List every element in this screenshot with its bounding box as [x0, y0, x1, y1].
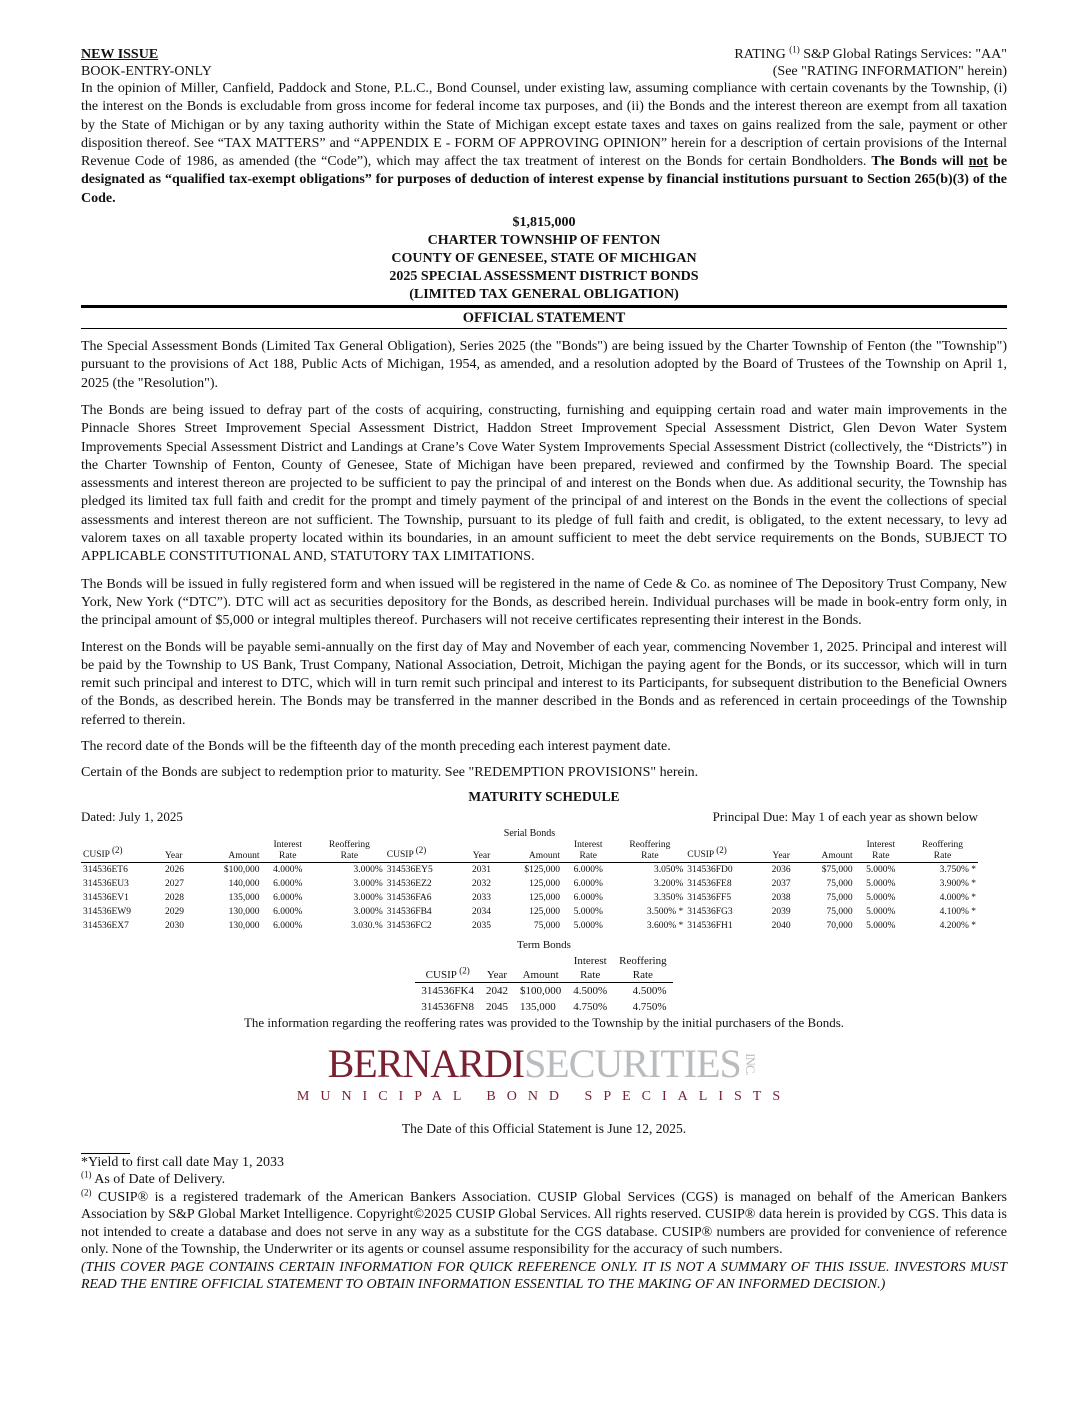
reoffer-cell: 3.030.%	[351, 920, 383, 931]
col-interest-rate: Interest Rate	[567, 954, 613, 983]
reoffer-cell: 3.900% *	[939, 878, 976, 889]
year-cell: 2031	[472, 864, 492, 875]
reoffer-cell: 3.000%	[353, 892, 383, 903]
logo-word-securities: SECURITIES	[524, 1040, 741, 1086]
col-interest-rate: Interest Rate	[855, 840, 907, 863]
cusip-cell: 314536EY5	[386, 864, 433, 875]
col-reoffering-rate: Reoffering Rate	[314, 840, 385, 863]
year-cell: 2033	[472, 892, 492, 903]
cusip-cell: 314536FE8	[687, 878, 732, 889]
col-year: Year	[463, 840, 499, 863]
qualified-note-not: not	[968, 154, 989, 170]
interest-cell: 5.000%	[866, 878, 896, 889]
amount-cell: 125,000	[529, 906, 561, 917]
book-entry-label: BOOK-ENTRY-ONLY	[81, 64, 212, 79]
cusip-cell: 314536FG3	[687, 906, 733, 917]
col-cusip: CUSIP $^{(2)}$	[81, 840, 163, 863]
reoffer-cell: 3.200%	[653, 878, 684, 889]
col-interest-rate: Interest Rate	[262, 840, 314, 863]
reoffer-cell: 3.350%	[653, 892, 684, 903]
qualified-note-a: The Bonds will	[871, 154, 964, 170]
paragraph-interest: Interest on the Bonds will be payable semi-annually on the first day of May and November of each year, commencing November 1, 2025. Principal and interest will be paid by the Township to US Bank, Trust Company, National Association, Detroit, Michigan the paying agent for the Bonds, or its successor, which will in turn remit such principal and interest to DTC, which will in turn remit such principal and interest to its Participants, for subsequent distribution to the Beneficial Owners of the Bonds, as described herein. The Bonds may be transferred in the manner described in the Bonds and as referenced in certain proceedings of the Township referred to therein.	[81, 639, 1007, 728]
rating-footnote-mark: (1)	[789, 44, 800, 55]
cover-header	[81, 46, 1007, 80]
table-row	[415, 982, 672, 999]
col-amount: Amount	[199, 840, 261, 863]
rating-reference: (See "RATING INFORMATION" herein)	[772, 64, 1007, 79]
amount-cell: 135,000	[228, 892, 260, 903]
term-bonds-table	[415, 954, 672, 1015]
col-interest-rate: Interest Rate	[562, 840, 614, 863]
cusip-cell: 314536FF5	[687, 892, 732, 903]
serial-header-row	[81, 840, 978, 863]
col-amount: Amount	[799, 840, 854, 863]
footnote-two: $^{(2)}$ CUSIP® is a registered trademark of the American Bankers Association. CUSIP Global Services (CGS) is managed on behalf of the American Bankers Association by S&P Global Market Intelligence. Copyright©2025 CUSIP Global Services. All rights reserved. CUSIP® data herein is provided by CGS. This data is not intended to create a database and does not serve in any way as a substitute for the CGS database. CUSIP® numbers are provided for convenience of reference only. None of the Township, the Underwriter or its agents or counsel assume responsibility for the accuracy of such numbers.	[81, 1186, 1008, 1258]
year-cell: 2028	[164, 892, 184, 903]
serial-bonds-table	[81, 840, 978, 933]
reoffer-cell: 4.100% *	[939, 906, 976, 917]
interest-cell: 5.000%	[573, 906, 603, 917]
interest-cell: 6.000%	[573, 892, 603, 903]
year-cell: 2036	[771, 864, 791, 875]
col-amount: Amount	[514, 954, 567, 983]
bond-counsel-opinion	[81, 80, 1007, 208]
amount-cell: $100,000	[223, 864, 260, 875]
issuer-county: COUNTY OF GENESEE, STATE OF MICHIGAN	[391, 251, 697, 267]
amount-cell: 125,000	[529, 878, 561, 889]
term-bonds-label: Term Bonds	[517, 938, 571, 951]
amount-cell: 135,000	[519, 1000, 556, 1013]
year-cell: 2038	[771, 892, 791, 903]
logo-wordmark	[81, 1040, 1007, 1086]
col-reoffering-rate: Reoffering Rate	[613, 954, 672, 983]
reoffering-note: The information regarding the reoffering rates was provided to the Township by the initial purchasers of the Bonds.	[243, 1014, 845, 1030]
interest-cell: 4.000%	[273, 864, 303, 875]
year-cell: 2035	[472, 920, 492, 931]
reoffer-cell: 3.000%	[353, 906, 383, 917]
interest-cell: 6.000%	[273, 906, 303, 917]
interest-cell: 6.000%	[273, 920, 303, 931]
amount-cell: 75,000	[826, 892, 853, 903]
year-cell: 2029	[164, 906, 184, 917]
paragraph-issuance: The Special Assessment Bonds (Limited Tax General Obligation), Series 2025 (the "Bonds") are being issued by the Charter Township of Fenton (the "Township") pursuant to the provisions of Act 188, Public Acts of Michigan, 1954, as amended, and a resolution adopted by the Board of Trustees of the Township on April 1, 2025 (the "Resolution").	[81, 339, 1007, 391]
interest-cell: 6.000%	[573, 864, 603, 875]
qualified-note-b: be designated as “qualified tax-exempt obligations” for purposes of deduction of interest expense by financial institutions pursuant to Section 265(b)(3) of the Code.	[81, 154, 1008, 206]
cusip-cell: 314536EU3	[83, 878, 129, 889]
cusip-cell: 314536FB4	[386, 906, 432, 917]
year-cell: 2026	[164, 864, 184, 875]
interest-cell: 6.000%	[573, 878, 603, 889]
issuer-name: CHARTER TOWNSHIP OF FENTON	[427, 233, 661, 249]
reoffer-cell: 3.600% *	[646, 920, 684, 931]
reoffer-cell: 4.500%	[632, 984, 667, 997]
dated-date: Dated: July 1, 2025	[81, 808, 183, 824]
amount-cell: $100,000	[519, 984, 562, 997]
interest-cell: 6.000%	[273, 892, 303, 903]
year-cell: 2039	[771, 906, 791, 917]
cusip-cell: 314536EZ2	[386, 878, 432, 889]
year-cell: 2034	[472, 906, 492, 917]
new-issue-label: NEW ISSUE	[81, 47, 159, 62]
paragraph-purpose: The Bonds are being issued to defray part of the costs of acquiring, constructing, furnishing and equipping certain road and water main improvements in the Pinnacle Shores Street Improvement Special Assessment District, Haddon Street Improvement Special Assessment District, Glen Devon Water System Improvements Special Assessment District and Landings at Crane’s Cove Water System Improvements Special Assessment District (collectively, the “Districts”) in the Charter Township of Fenton, County of Genesee, State of Michigan have been prepared, reviewed and confirmed by the Township Board. The special assessments and interest thereon are projected to be sufficient to pay the principal of and interest on the Bonds when due. As additional security, the Township has pledged its limited tax full faith and credit for the prompt and timely payment of the principal of and interest on the Bonds in the event the collections of special assessments and interest thereon are not sufficient. The Township, pursuant to its pledge of full faith and credit, is obligated, to the extent necessary, to levy ad valorem taxes on all taxable property located within its boundaries, in an amount sufficient to meet the debt service requirements on the Bonds, SUBJECT TO APPLICABLE CONSTITUTIONAL AND, STATUTORY TAX LIMITATIONS.	[81, 402, 1007, 565]
col-reoffering-rate: Reoffering Rate	[614, 840, 685, 863]
col-cusip: CUSIP $^{(2)}$	[385, 840, 464, 863]
col-year: Year	[480, 954, 514, 983]
official-statement-heading: OFFICIAL STATEMENT	[81, 308, 1007, 329]
term-header-row	[415, 954, 672, 983]
cusip-cell: 314536EX7	[83, 920, 129, 931]
col-reoffering-rate: Reoffering Rate	[907, 840, 978, 863]
cusip-cell: 314536FA6	[386, 892, 432, 903]
amount-cell: 75,000	[826, 878, 853, 889]
table-row	[81, 919, 978, 933]
year-cell: 2040	[771, 920, 791, 931]
reoffer-cell: 4.000% *	[939, 892, 976, 903]
logo-word-bernardi: BERNARDI	[327, 1040, 525, 1086]
cusip-cell: 314536ET6	[83, 864, 128, 875]
bond-type: (LIMITED TAX GENERAL OBLIGATION)	[409, 287, 679, 303]
rating-text: S&P Global Ratings Services: "AA"	[803, 47, 1007, 62]
table-row	[81, 891, 978, 905]
interest-cell: 6.000%	[273, 878, 303, 889]
paragraph-registration: The Bonds will be issued in fully registered form and when issued will be registered in the name of Cede & Co. as nominee of The Depository Trust Company, New York, New York (“DTC”). DTC will act as securities depository for the Bonds, as described herein. Individual purchases will be made in book-entry form only, in the principal amount of $5,000 or integral multiples thereof. Purchasers will not receive certificates representing their interest in the Bonds.	[81, 576, 1007, 629]
reoffer-cell: 3.750% *	[939, 864, 976, 875]
reoffer-cell: 4.200% *	[939, 920, 976, 931]
cusip-cell: 314536EW9	[83, 906, 132, 917]
principal-due: Principal Due: May 1 of each year as shown below	[712, 808, 978, 824]
reoffer-cell: 3.000%	[353, 878, 383, 889]
interest-cell: 5.000%	[866, 864, 896, 875]
reoffer-cell: 3.000%	[353, 864, 383, 875]
year-cell: 2030	[164, 920, 184, 931]
amount-cell: 130,000	[228, 920, 260, 931]
maturity-dates	[81, 809, 978, 825]
year-cell: 2027	[164, 878, 184, 889]
reoffer-cell: 3.500% *	[646, 906, 684, 917]
rating-line	[734, 46, 1007, 63]
statement-date: The Date of this Official Statement is June 12, 2025.	[401, 1120, 687, 1136]
amount-cell: 125,000	[529, 892, 561, 903]
interest-cell: 4.500%	[573, 984, 608, 997]
col-year: Year	[163, 840, 199, 863]
col-year: Year	[763, 840, 799, 863]
col-cusip: CUSIP $^{(2)}$	[415, 954, 480, 983]
reoffer-cell: 4.750%	[632, 1000, 667, 1013]
amount-cell: 70,000	[826, 920, 853, 931]
cusip-cell: 314536FH1	[687, 920, 733, 931]
amount-cell: 140,000	[228, 878, 260, 889]
amount-cell: 75,000	[826, 906, 853, 917]
official-statement-cover	[81, 46, 1007, 1294]
table-row	[415, 999, 672, 1015]
interest-cell: 5.000%	[866, 906, 896, 917]
cusip-cell: 314536FD0	[687, 864, 733, 875]
underwriter-logo	[81, 1040, 1007, 1105]
paragraph-redemption: Certain of the Bonds are subject to redemption prior to maturity. See "REDEMPTION PROVISIONS" herein.	[81, 765, 699, 781]
paragraph-record-date: The record date of the Bonds will be the fifteenth day of the month preceding each interest payment date.	[81, 739, 671, 755]
rating-prefix: RATING	[734, 47, 786, 62]
maturity-schedule-title: MATURITY SCHEDULE	[468, 788, 620, 804]
interest-cell: 5.000%	[866, 920, 896, 931]
table-row	[81, 877, 978, 891]
amount-cell: 130,000	[228, 906, 260, 917]
amount-cell: 75,000	[533, 920, 561, 931]
interest-cell: 4.750%	[573, 1000, 608, 1013]
cusip-cell: 314536EV1	[83, 892, 129, 903]
bond-series: 2025 SPECIAL ASSESSMENT DISTRICT BONDS	[389, 269, 699, 285]
footnote-one: $^{(1)}$ As of Date of Delivery.	[81, 1169, 226, 1188]
year-cell: 2037	[771, 878, 791, 889]
issue-amount: $1,815,000	[512, 215, 576, 231]
cusip-cell: 314536FK4	[421, 984, 474, 997]
amount-cell: $125,000	[524, 864, 561, 875]
cover-page-caution: (THIS COVER PAGE CONTAINS CERTAIN INFORMATION FOR QUICK REFERENCE ONLY. IT IS NOT A SUMMARY OF THIS ISSUE. INVESTORS MUST READ THE ENTIRE OFFICIAL STATEMENT TO OBTAIN INFORMATION ESSENTIAL TO THE MAKING OF AN INFORMED DECISION.)	[81, 1259, 1007, 1293]
col-cusip: CUSIP $^{(2)}$	[685, 840, 763, 863]
logo-inc: INC.	[742, 1052, 758, 1075]
opinion-text: In the opinion of Miller, Canfield, Paddock and Stone, P.L.C., Bond Counsel, under existing law, assuming compliance with certain covenants by the Township, (i) the interest on the Bonds is excludable from gross income for federal income tax purposes, and (ii) the Bonds and the interest thereon are exempt from all taxation by the State of Michigan or by any taxing authority within the State of Michigan except estate taxes and taxes on gains realized from the sale, payment or other disposition thereof. See “TAX MATTERS” and “APPENDIX E - FORM OF APPROVING OPINION” herein for a description of certain provisions of the Internal Revenue Code of 1986, as amended (the “Code”), which may affect the tax treatment of interest on the Bonds for certain Bondholders.	[81, 81, 1007, 170]
amount-cell: $75,000	[821, 864, 853, 875]
interest-cell: 5.000%	[866, 892, 896, 903]
interest-cell: 5.000%	[573, 920, 603, 931]
serial-bonds-label: Serial Bonds	[503, 827, 556, 839]
issue-title	[81, 214, 1007, 304]
reoffer-cell: 3.050%	[653, 864, 684, 875]
table-row	[81, 905, 978, 919]
cusip-cell: 314536FC2	[386, 920, 432, 931]
logo-tagline: MUNICIPAL BOND SPECIALISTS	[296, 1088, 792, 1104]
col-amount: Amount	[500, 840, 562, 863]
year-cell: 2045	[485, 1000, 508, 1013]
year-cell: 2042	[485, 984, 508, 997]
table-row	[81, 862, 978, 877]
footnote-yield: *Yield to first call date May 1, 2033	[81, 1154, 284, 1170]
cusip-cell: 314536FN8	[421, 1000, 474, 1013]
year-cell: 2032	[472, 878, 492, 889]
